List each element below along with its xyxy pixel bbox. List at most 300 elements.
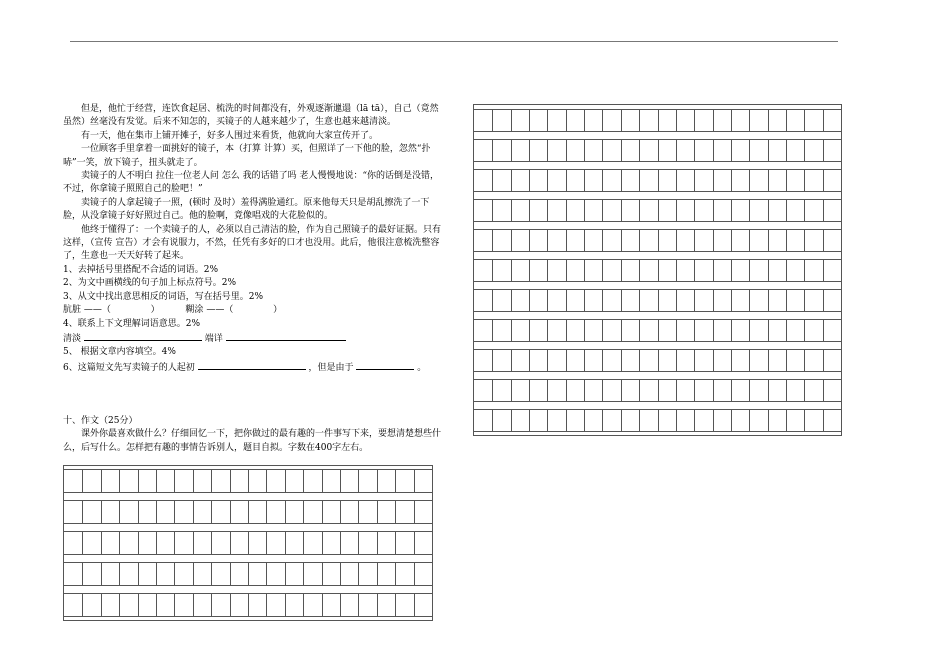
grid-cell-divider — [731, 200, 732, 221]
grid-cell-divider — [676, 290, 677, 311]
grid-cell-divider — [414, 501, 415, 523]
grid-cell-divider — [731, 110, 732, 131]
grid-row[interactable] — [474, 319, 841, 342]
grid-cell-divider — [694, 170, 695, 191]
grid-cell-divider — [749, 320, 750, 341]
grid-cell-divider — [285, 501, 286, 523]
q6-blank-1[interactable] — [198, 360, 306, 370]
grid-cell-divider — [230, 470, 231, 492]
q3-dash-2: ——（ — [206, 305, 234, 316]
grid-cell-divider — [639, 230, 640, 251]
question-4: 4、联系上下文理解词语意思。2% — [63, 318, 201, 329]
grid-cell-divider — [119, 532, 120, 554]
grid-cell-divider — [285, 563, 286, 585]
grid-cell-divider — [340, 532, 341, 554]
grid-cell-divider — [804, 380, 805, 401]
grid-cell-divider — [823, 110, 824, 131]
grid-cell-divider — [248, 594, 249, 616]
grid-cell-divider — [768, 140, 769, 161]
grid-cell-divider — [768, 320, 769, 341]
q3-close-2: ） — [273, 305, 283, 316]
grid-cell-divider — [823, 140, 824, 161]
essay-section — [63, 415, 443, 455]
grid-cell-divider — [768, 380, 769, 401]
grid-cell-divider — [566, 140, 567, 161]
grid-cell-divider — [566, 260, 567, 281]
grid-cell-divider — [768, 290, 769, 311]
grid-cell-divider — [584, 170, 585, 191]
paragraph-1: 但是，他忙于经营，连饮食起居、梳洗的时间都没有，外观逐渐邋遢（lā tā），自己（竟然 虽然）丝毫没有发觉。后来不知怎的，买镜子的人越来越少了，生意也越来越清淡。 — [63, 104, 439, 128]
grid-cell-divider — [694, 110, 695, 131]
grid-cell-divider — [602, 230, 603, 251]
grid-cell-divider — [377, 501, 378, 523]
grid-cell-divider — [749, 110, 750, 131]
grid-cell-divider — [358, 501, 359, 523]
grid-cell-divider — [804, 170, 805, 191]
grid-row[interactable] — [474, 409, 841, 432]
grid-cell-divider — [101, 501, 102, 523]
grid-cell-divider — [676, 200, 677, 221]
grid-cell-divider — [786, 290, 787, 311]
grid-cell-divider — [621, 110, 622, 131]
grid-cell-divider — [285, 532, 286, 554]
grid-cell-divider — [786, 350, 787, 371]
grid-cell-divider — [529, 350, 530, 371]
grid-cell-divider — [713, 230, 714, 251]
grid-cell-divider — [547, 110, 548, 131]
grid-cell-divider — [529, 320, 530, 341]
grid-cell-divider — [547, 230, 548, 251]
grid-cell-divider — [101, 594, 102, 616]
grid-cell-divider — [511, 230, 512, 251]
grid-cell-divider — [731, 260, 732, 281]
grid-cell-divider — [566, 170, 567, 191]
grid-row[interactable] — [474, 139, 841, 162]
grid-cell-divider — [768, 410, 769, 431]
grid-cell-divider — [193, 594, 194, 616]
grid-cell-divider — [322, 563, 323, 585]
paragraph-4: 卖镜子的人不明白 拉住一位老人问 怎么 我的话错了吗 老人慢慢地说：“你的话倒是没错，不过，你拿镜子照照自己的脸吧！” — [63, 171, 440, 195]
paragraph-2: 有一天，他在集市上铺开摊子，好多人围过来看货，他就向大家宣传开了。 — [81, 130, 379, 141]
grid-row[interactable] — [474, 349, 841, 372]
grid-cell-divider — [713, 200, 714, 221]
grid-cell-divider — [303, 470, 304, 492]
grid-cell-divider — [804, 410, 805, 431]
grid-cell-divider — [82, 532, 83, 554]
grid-cell-divider — [804, 200, 805, 221]
essay-writing-grid-right[interactable] — [473, 104, 842, 436]
grid-cell-divider — [584, 320, 585, 341]
grid-cell-divider — [731, 320, 732, 341]
grid-cell-divider — [823, 290, 824, 311]
grid-cell-divider — [511, 200, 512, 221]
grid-cell-divider — [621, 260, 622, 281]
grid-cell-divider — [566, 290, 567, 311]
grid-cell-divider — [602, 110, 603, 131]
grid-cell-divider — [639, 200, 640, 221]
grid-cell-divider — [713, 410, 714, 431]
grid-cell-divider — [584, 110, 585, 131]
grid-cell-divider — [492, 170, 493, 191]
grid-cell-divider — [823, 170, 824, 191]
grid-cell-divider — [340, 501, 341, 523]
essay-prompt: 课外你最喜欢做什么？仔细回忆一下，把你做过的最有趣的一件事写下来，要想清楚想些什么，后写什么。怎样把有趣的事情告诉别人，题目自拟。字数在400字左右。 — [63, 429, 442, 453]
grid-cell-divider — [823, 410, 824, 431]
grid-cell-divider — [322, 532, 323, 554]
grid-cell-divider — [547, 410, 548, 431]
grid-cell-divider — [248, 532, 249, 554]
grid-row[interactable] — [64, 562, 432, 586]
grid-cell-divider — [82, 470, 83, 492]
grid-cell-divider — [602, 380, 603, 401]
grid-cell-divider — [658, 200, 659, 221]
grid-cell-divider — [322, 501, 323, 523]
grid-cell-divider — [749, 350, 750, 371]
grid-cell-divider — [731, 290, 732, 311]
grid-cell-divider — [414, 532, 415, 554]
grid-cell-divider — [358, 532, 359, 554]
paragraph-3: 一位顾客手里拿着一面挑好的镜子，本（打算 计算）买，但照详了一下他的脸，忽然“扑哧”一笑，放下镜子，扭头就走了。 — [63, 144, 431, 168]
grid-cell-divider — [804, 290, 805, 311]
grid-cell-divider — [639, 170, 640, 191]
grid-cell-divider — [658, 110, 659, 131]
grid-cell-divider — [823, 200, 824, 221]
grid-cell-divider — [492, 110, 493, 131]
grid-cell-divider — [584, 380, 585, 401]
grid-cell-divider — [694, 290, 695, 311]
grid-cell-divider — [694, 320, 695, 341]
grid-cell-divider — [621, 140, 622, 161]
grid-cell-divider — [322, 594, 323, 616]
grid-cell-divider — [566, 410, 567, 431]
grid-cell-divider — [621, 230, 622, 251]
grid-cell-divider — [492, 260, 493, 281]
grid-cell-divider — [804, 230, 805, 251]
grid-cell-divider — [786, 260, 787, 281]
grid-cell-divider — [395, 532, 396, 554]
grid-row[interactable] — [64, 531, 432, 555]
grid-cell-divider — [804, 260, 805, 281]
grid-cell-divider — [230, 532, 231, 554]
paragraph-5: 卖镜子的人拿起镜子一照，(顿时 及时）羞得满脸通红。原来他每天只是胡乱擦洗了一下脸，从没拿镜子好好照过自己。他的脸啊，竟像唱戏的大花脸似的。 — [63, 197, 430, 222]
grid-cell-divider — [82, 594, 83, 616]
grid-cell-divider — [566, 200, 567, 221]
grid-cell-divider — [584, 140, 585, 161]
grid-cell-divider — [547, 320, 548, 341]
grid-cell-divider — [584, 260, 585, 281]
grid-cell-divider — [658, 350, 659, 371]
grid-cell-divider — [658, 170, 659, 191]
grid-cell-divider — [676, 380, 677, 401]
grid-cell-divider — [119, 563, 120, 585]
grid-cell-divider — [492, 140, 493, 161]
grid-cell-divider — [566, 380, 567, 401]
grid-cell-divider — [768, 170, 769, 191]
grid-cell-divider — [174, 532, 175, 554]
grid-cell-divider — [694, 410, 695, 431]
grid-cell-divider — [713, 140, 714, 161]
grid-cell-divider — [584, 350, 585, 371]
grid-cell-divider — [266, 470, 267, 492]
grid-cell-divider — [602, 140, 603, 161]
grid-cell-divider — [566, 320, 567, 341]
q3-dash-1: ——（ — [83, 305, 111, 316]
grid-cell-divider — [749, 410, 750, 431]
grid-cell-divider — [82, 501, 83, 523]
grid-cell-divider — [529, 410, 530, 431]
grid-cell-divider — [211, 532, 212, 554]
grid-cell-divider — [749, 200, 750, 221]
q3-close-1: ） — [150, 305, 160, 316]
grid-cell-divider — [676, 140, 677, 161]
grid-cell-divider — [547, 380, 548, 401]
grid-cell-divider — [193, 532, 194, 554]
grid-cell-divider — [768, 230, 769, 251]
grid-cell-divider — [529, 140, 530, 161]
grid-cell-divider — [547, 350, 548, 371]
grid-cell-divider — [340, 563, 341, 585]
grid-cell-divider — [749, 230, 750, 251]
grid-cell-divider — [138, 563, 139, 585]
grid-cell-divider — [804, 140, 805, 161]
grid-cell-divider — [248, 501, 249, 523]
grid-cell-divider — [101, 470, 102, 492]
grid-cell-divider — [193, 563, 194, 585]
grid-cell-divider — [823, 260, 824, 281]
grid-cell-divider — [395, 501, 396, 523]
grid-cell-divider — [529, 200, 530, 221]
grid-cell-divider — [303, 532, 304, 554]
grid-cell-divider — [602, 410, 603, 431]
grid-cell-divider — [676, 260, 677, 281]
grid-cell-divider — [749, 290, 750, 311]
grid-cell-divider — [529, 110, 530, 131]
grid-cell-divider — [511, 290, 512, 311]
grid-cell-divider — [529, 290, 530, 311]
grid-cell-divider — [119, 470, 120, 492]
grid-row[interactable] — [474, 289, 841, 312]
q6-blank-2[interactable] — [356, 360, 414, 370]
grid-cell-divider — [676, 320, 677, 341]
grid-cell-divider — [786, 410, 787, 431]
essay-heading: 十、作文（25分） — [63, 416, 138, 426]
grid-cell-divider — [547, 170, 548, 191]
grid-cell-divider — [395, 470, 396, 492]
grid-cell-divider — [211, 501, 212, 523]
grid-cell-divider — [285, 594, 286, 616]
reading-passage — [63, 103, 443, 375]
grid-cell-divider — [749, 140, 750, 161]
grid-cell-divider — [138, 501, 139, 523]
grid-cell-divider — [156, 563, 157, 585]
grid-cell-divider — [658, 260, 659, 281]
grid-cell-divider — [694, 260, 695, 281]
grid-cell-divider — [639, 260, 640, 281]
grid-cell-divider — [786, 170, 787, 191]
grid-cell-divider — [529, 380, 530, 401]
grid-cell-divider — [492, 350, 493, 371]
grid-cell-divider — [621, 410, 622, 431]
grid-cell-divider — [414, 470, 415, 492]
grid-cell-divider — [768, 200, 769, 221]
grid-row[interactable] — [474, 109, 841, 132]
grid-cell-divider — [676, 410, 677, 431]
grid-cell-divider — [804, 350, 805, 371]
grid-cell-divider — [566, 230, 567, 251]
grid-row[interactable] — [474, 229, 841, 252]
grid-cell-divider — [322, 470, 323, 492]
grid-cell-divider — [138, 470, 139, 492]
grid-cell-divider — [749, 380, 750, 401]
grid-cell-divider — [731, 410, 732, 431]
grid-cell-divider — [266, 532, 267, 554]
grid-cell-divider — [529, 230, 530, 251]
grid-cell-divider — [621, 200, 622, 221]
question-3-answer-line — [63, 304, 443, 317]
q3-word-1: 肮脏 — [63, 305, 82, 316]
question-2: 2、为文中画横线的句子加上标点符号。2% — [63, 278, 237, 289]
grid-cell-divider — [358, 470, 359, 492]
grid-cell-divider — [174, 594, 175, 616]
grid-cell-divider — [694, 380, 695, 401]
grid-cell-divider — [621, 170, 622, 191]
grid-row[interactable] — [474, 379, 841, 402]
grid-cell-divider — [547, 200, 548, 221]
q6-start: 6、这篇短文先写卖镜子的人起初 — [63, 362, 195, 373]
grid-cell-divider — [395, 563, 396, 585]
grid-cell-divider — [602, 260, 603, 281]
grid-cell-divider — [713, 320, 714, 341]
grid-cell-divider — [119, 594, 120, 616]
grid-cell-divider — [768, 110, 769, 131]
grid-cell-divider — [82, 563, 83, 585]
grid-cell-divider — [138, 532, 139, 554]
grid-cell-divider — [193, 501, 194, 523]
grid-cell-divider — [492, 230, 493, 251]
grid-cell-divider — [639, 350, 640, 371]
grid-cell-divider — [547, 260, 548, 281]
grid-cell-divider — [511, 380, 512, 401]
grid-row[interactable] — [64, 593, 432, 617]
grid-cell-divider — [511, 350, 512, 371]
grid-cell-divider — [804, 110, 805, 131]
grid-cell-divider — [377, 594, 378, 616]
grid-cell-divider — [156, 532, 157, 554]
grid-cell-divider — [248, 563, 249, 585]
grid-cell-divider — [174, 501, 175, 523]
grid-cell-divider — [566, 110, 567, 131]
grid-cell-divider — [211, 470, 212, 492]
grid-cell-divider — [492, 380, 493, 401]
grid-cell-divider — [266, 594, 267, 616]
grid-cell-divider — [230, 563, 231, 585]
grid-cell-divider — [340, 470, 341, 492]
grid-cell-divider — [193, 470, 194, 492]
grid-cell-divider — [823, 380, 824, 401]
grid-cell-divider — [492, 290, 493, 311]
grid-cell-divider — [749, 260, 750, 281]
grid-cell-divider — [377, 532, 378, 554]
grid-cell-divider — [658, 320, 659, 341]
grid-cell-divider — [602, 350, 603, 371]
grid-cell-divider — [713, 260, 714, 281]
grid-row[interactable] — [474, 259, 841, 282]
grid-cell-divider — [602, 200, 603, 221]
grid-cell-divider — [358, 563, 359, 585]
grid-cell-divider — [676, 110, 677, 131]
grid-cell-divider — [492, 320, 493, 341]
grid-cell-divider — [414, 563, 415, 585]
q6-end: 。 — [417, 362, 427, 373]
q4-word-1: 清淡 — [63, 333, 82, 344]
grid-cell-divider — [584, 230, 585, 251]
grid-cell-divider — [639, 110, 640, 131]
grid-cell-divider — [156, 594, 157, 616]
grid-cell-divider — [266, 563, 267, 585]
grid-cell-divider — [676, 350, 677, 371]
grid-row[interactable] — [474, 199, 841, 222]
grid-cell-divider — [621, 290, 622, 311]
essay-writing-grid-left[interactable] — [63, 465, 433, 621]
grid-row[interactable] — [64, 500, 432, 524]
grid-cell-divider — [639, 320, 640, 341]
grid-cell-divider — [511, 410, 512, 431]
grid-cell-divider — [749, 170, 750, 191]
grid-cell-divider — [303, 594, 304, 616]
grid-cell-divider — [713, 170, 714, 191]
grid-cell-divider — [492, 410, 493, 431]
grid-cell-divider — [731, 350, 732, 371]
grid-cell-divider — [694, 350, 695, 371]
grid-cell-divider — [731, 230, 732, 251]
grid-cell-divider — [602, 320, 603, 341]
grid-cell-divider — [584, 410, 585, 431]
grid-cell-divider — [786, 140, 787, 161]
grid-cell-divider — [566, 350, 567, 371]
grid-cell-divider — [511, 140, 512, 161]
grid-cell-divider — [694, 200, 695, 221]
grid-cell-divider — [731, 140, 732, 161]
grid-cell-divider — [377, 470, 378, 492]
question-6 — [63, 360, 443, 375]
grid-cell-divider — [658, 410, 659, 431]
grid-cell-divider — [639, 410, 640, 431]
grid-cell-divider — [713, 350, 714, 371]
grid-cell-divider — [713, 380, 714, 401]
grid-cell-divider — [823, 350, 824, 371]
grid-cell-divider — [529, 260, 530, 281]
grid-cell-divider — [230, 594, 231, 616]
grid-row[interactable] — [64, 469, 432, 493]
grid-cell-divider — [511, 320, 512, 341]
grid-cell-divider — [303, 501, 304, 523]
question-5: 5、 根据文章内容填空。4% — [63, 347, 176, 358]
grid-cell-divider — [602, 290, 603, 311]
grid-cell-divider — [511, 260, 512, 281]
grid-cell-divider — [395, 594, 396, 616]
q4-blank-1[interactable] — [84, 331, 202, 341]
grid-cell-divider — [602, 170, 603, 191]
grid-cell-divider — [584, 200, 585, 221]
grid-cell-divider — [658, 380, 659, 401]
grid-row[interactable] — [474, 169, 841, 192]
grid-cell-divider — [639, 380, 640, 401]
q4-blank-2[interactable] — [226, 331, 346, 341]
grid-cell-divider — [511, 170, 512, 191]
grid-cell-divider — [694, 230, 695, 251]
grid-cell-divider — [804, 320, 805, 341]
q3-word-2: 糊涂 — [185, 305, 204, 316]
